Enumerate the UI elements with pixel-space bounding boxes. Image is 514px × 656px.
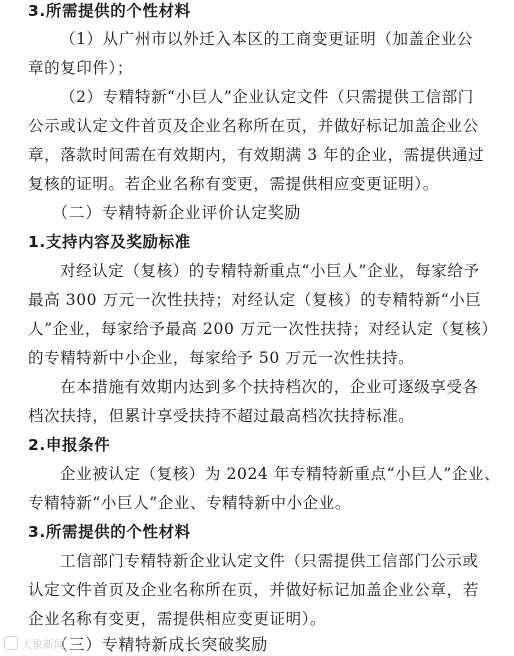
watermark-logo-icon <box>4 636 18 650</box>
paragraph-line: 档次扶持，但累计享受扶持不超过最高档次扶持标准。 <box>28 407 415 425</box>
paragraph-line: 认定文件首页及企业名称所在页，并做好标记加盖企业公章，若 <box>28 581 479 599</box>
paragraph-line: 企业被认定（复核）为 2024 年专精特新重点“小巨人”企业、 <box>60 465 501 483</box>
paragraph-line: （1）从广州市以外迁入本区的工商变更证明（加盖企业公 <box>60 30 473 48</box>
paragraph-line: （2）专精特新“小巨人”企业认定文件（只需提供工信部门 <box>60 88 474 106</box>
paragraph-line: 复核的证明。若企业名称有变更，需提供相应变更证明）。 <box>28 175 439 193</box>
paragraph-line: 工信部门专精特新企业认定文件（只需提供工信部门公示或 <box>60 552 479 570</box>
paragraph-line: 对经认定（复核）的专精特新重点“小巨人”企业，每家给予 <box>60 262 480 280</box>
subheading-application-conditions: 2.申报条件 <box>28 436 111 454</box>
section-heading-evaluation-award: （二）专精特新企业评价认定奖励 <box>52 203 302 222</box>
paragraph-line: 人”企业，每家给予最高 200 万元一次性扶持；对经认定（复核） <box>28 320 498 338</box>
paragraph-line: 章，落款时间需在有效期内，有效期满 3 年的企业，需提供通过 <box>28 146 485 164</box>
subheading-support-content: 1.支持内容及奖励标准 <box>28 233 191 251</box>
paragraph-line: 专精特新“小巨人”企业、专精特新中小企业。 <box>28 494 351 512</box>
section-heading-growth-breakthrough: （三）专精特新成长突破奖励 <box>52 635 268 654</box>
paragraph-line: 章的复印件）； <box>28 59 133 77</box>
paragraph-line: 最高 300 万元一次性扶持；对经认定（复核）的专精特新“小巨 <box>28 291 482 309</box>
paragraph-line: 企业名称有变更，需提供相应变更证明）。 <box>28 610 327 628</box>
paragraph-line: 在本措施有效期内达到多个扶持档次的，企业可逐级享受各 <box>60 378 479 396</box>
section-heading-materials: 3.所需提供的个性材料 <box>28 2 191 20</box>
paragraph-line: 的专精特新中小企业，每家给予 50 万元一次性扶持。 <box>28 349 415 367</box>
paragraph-line: 公示或认定文件首页及企业名称所在页，并做好标记加盖企业公 <box>28 117 479 135</box>
watermark <box>4 636 65 652</box>
watermark-text: 大象新闻 <box>21 638 65 651</box>
subheading-required-materials: 3.所需提供的个性材料 <box>28 523 191 541</box>
